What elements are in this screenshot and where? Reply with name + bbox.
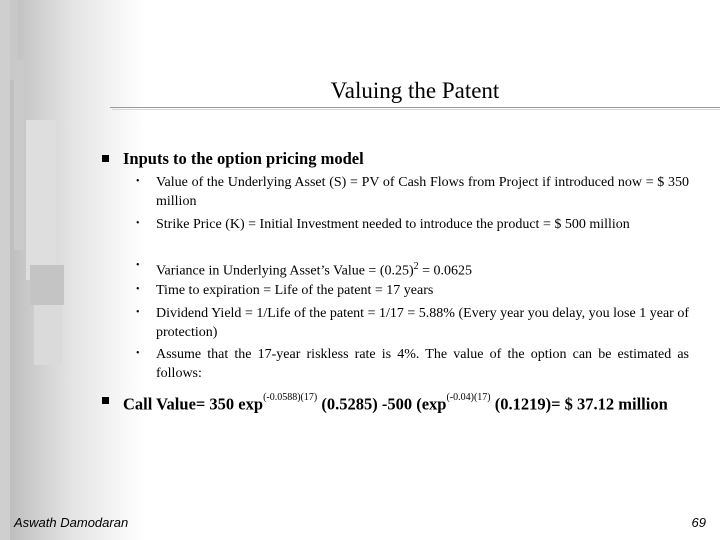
- left-strip: [0, 0, 10, 540]
- bullet-item: Dividend Yield = 1/Life of the patent = 1/17 = 5.88% (Every year you delay, you lose 1 year of protection): [156, 306, 689, 340]
- bullet-dot-icon: •: [136, 176, 140, 187]
- section-heading: Inputs to the option pricing model: [123, 149, 364, 168]
- call-exponent-1: (-0.0588)(17): [263, 392, 318, 403]
- square-bullet-icon: [102, 397, 109, 404]
- bullet-item: Strike Price (K) = Initial Investment needed to introduce the product = $ 500 million: [156, 217, 630, 232]
- footer-author: Aswath Damodaran: [14, 515, 129, 530]
- page-number: 69: [691, 515, 706, 530]
- call-part-1: Call Value= 350 exp: [123, 394, 264, 414]
- decor-band: [26, 120, 56, 280]
- bullet-dot-icon: •: [136, 218, 140, 229]
- call-part-2: (0.5285) -500 (exp: [317, 394, 447, 414]
- variance-exponent: 2: [413, 261, 419, 272]
- bullet-item: Assume that the 17-year riskless rate is 4%. The value of the option can be estimated as follows:: [156, 347, 689, 381]
- bullet-dot-icon: •: [136, 284, 140, 295]
- decor-band: [34, 305, 62, 365]
- call-part-3: (0.1219)= $ 37.12 million: [490, 394, 668, 414]
- call-exponent-2: (-0.04)(17): [446, 392, 491, 403]
- bullet-dot-icon: •: [136, 348, 140, 359]
- call-value-formula: [123, 391, 689, 415]
- bullet-item: Time to expiration = Life of the patent = 17 years: [156, 283, 434, 298]
- title-underline-shadow: [112, 109, 720, 110]
- title-area: [110, 72, 720, 108]
- bullet-dot-icon: •: [136, 307, 140, 318]
- decor-band: [30, 265, 64, 305]
- variance-result: = 0.0625: [418, 263, 473, 279]
- decor-band: [14, 60, 24, 250]
- bullet-item-variance: [156, 258, 689, 281]
- variance-text: Variance in Underlying Asset’s Value = (0.25): [156, 263, 414, 279]
- title-underline: [110, 107, 720, 108]
- bullet-item: Value of the Underlying Asset (S) = PV of Cash Flows from Project if introduced now = $ 350 million: [156, 175, 689, 209]
- slide-title: Valuing the Patent: [330, 78, 500, 103]
- square-bullet-icon: [102, 155, 109, 162]
- bullet-dot-icon: •: [136, 260, 140, 271]
